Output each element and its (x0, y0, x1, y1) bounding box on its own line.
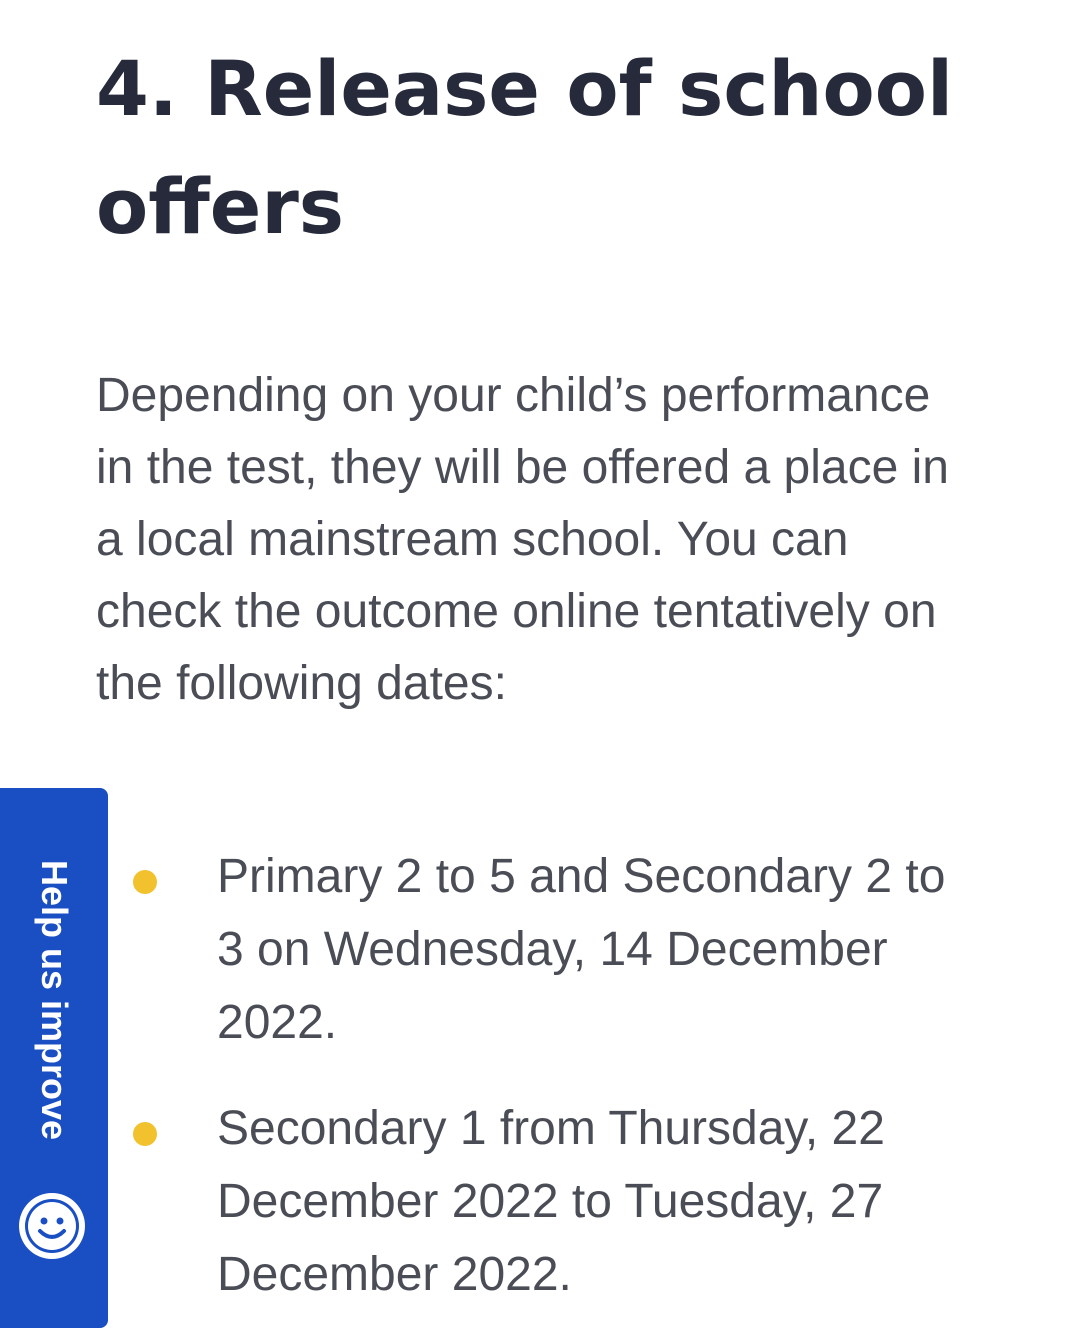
list-item-text: Secondary 1 from Thursday, 22 December 2022 to Tuesday, 27 December 2022. (217, 1102, 885, 1301)
section-title: 4. Release of school offers (96, 44, 954, 251)
intro-paragraph: Depending on your child’s performance in the test, they will be offered a place in a local mainstream school. You can check the outcome online tentatively on the following dates: (96, 369, 949, 710)
list-item (0, 1092, 957, 1311)
offer-dates-list (0, 840, 1080, 1344)
list-item (0, 840, 957, 1059)
help-us-improve-label: Help us improve (34, 859, 75, 1141)
smiley-face-icon (16, 1190, 88, 1262)
bullet-dot-icon (133, 1122, 157, 1146)
list-item-text: Primary 2 to 5 and Secondary 2 to 3 on Wednesday, 14 December 2022. (217, 850, 946, 1049)
bullet-dot-icon (133, 870, 157, 894)
